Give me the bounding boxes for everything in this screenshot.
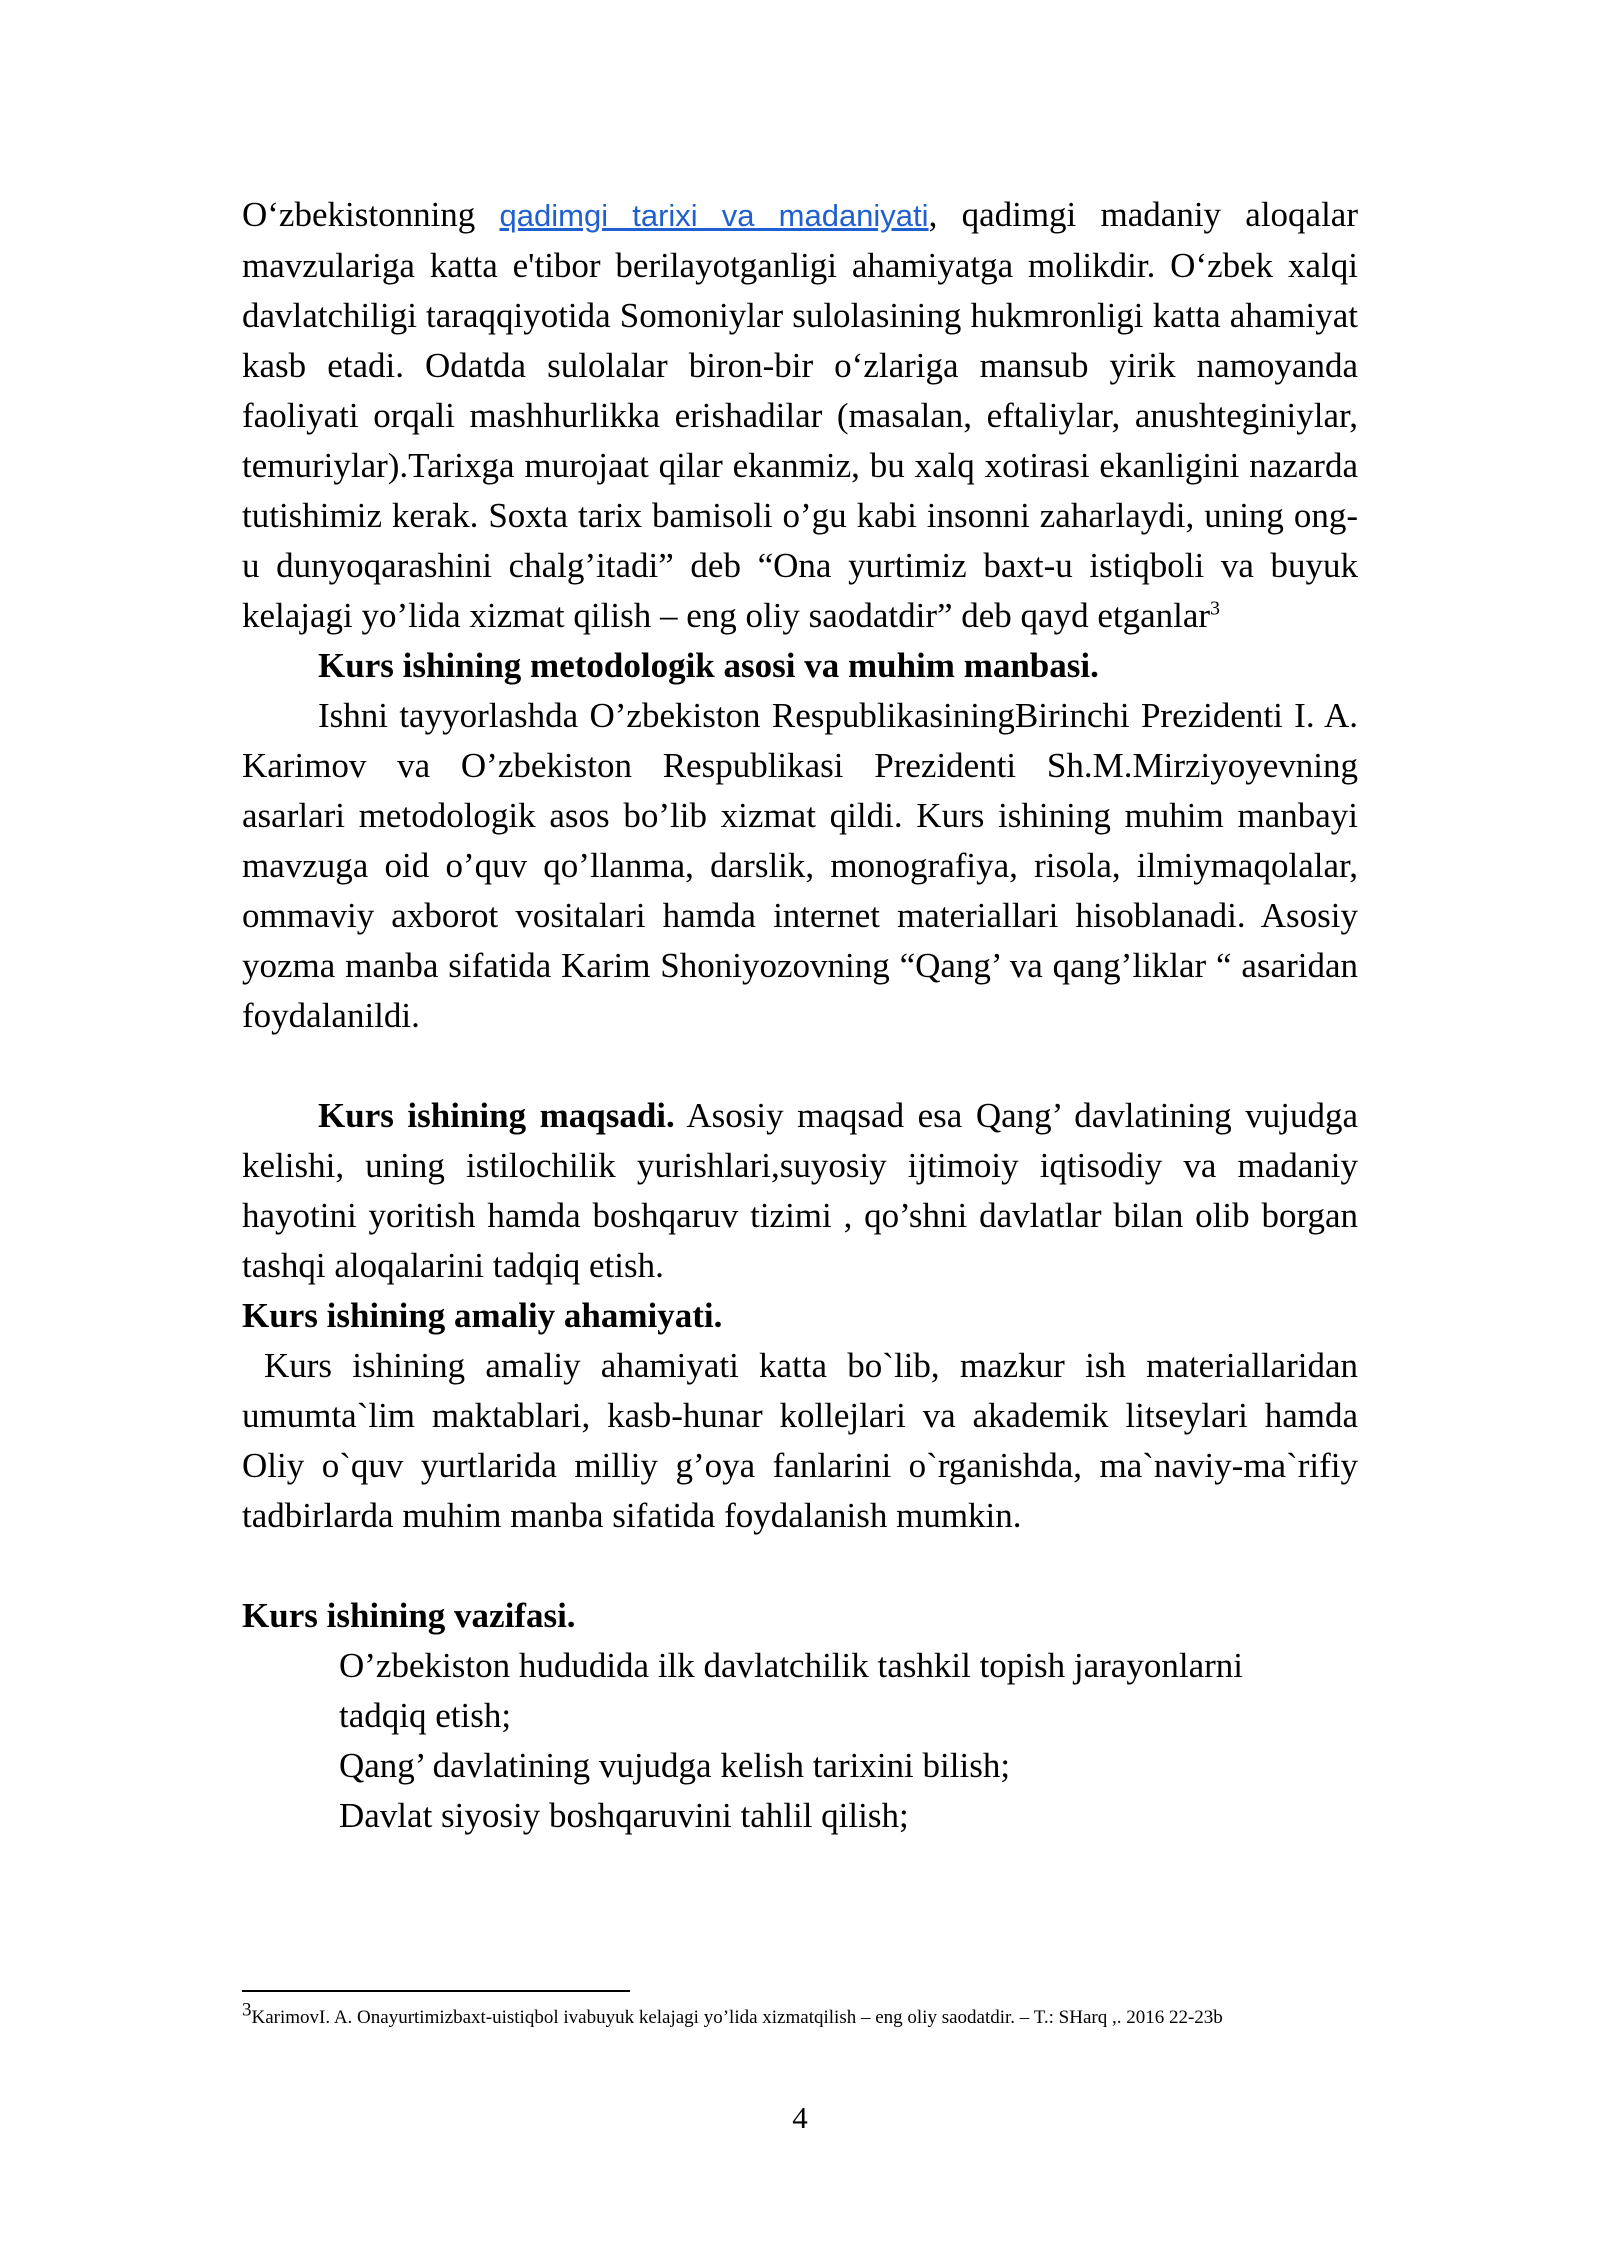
practical-heading: Kurs ishining amaliy ahamiyati. bbox=[242, 1296, 723, 1335]
practical-paragraph: Kurs ishining amaliy ahamiyati katta bo`lib, mazkur ish materiallaridan umumta`lim maktablari, kasb-hunar kollejlari va akademik litseylari hamda Oliy o`quv yurtlarida milliy g’oya fanlarini o`rganishda, ma`naviy-ma`rifiy tadbirlarda muhim manba sifatida foydalanish mumkin. bbox=[242, 1346, 1358, 1535]
intro-paragraph bbox=[242, 190, 1358, 641]
footnote-mark: 3 bbox=[242, 1999, 252, 2021]
tasks-list bbox=[242, 1641, 1358, 1841]
spacer bbox=[242, 1541, 1358, 1591]
intro-lead: O‘zbekistonning bbox=[242, 195, 500, 234]
list-item: O’zbekiston hududida ilk davlatchilik tashkil topish jarayonlarni tadqiq etish; bbox=[339, 1646, 1243, 1735]
footnote bbox=[242, 1999, 1358, 2032]
list-item: Davlat siyosiy boshqaruvini tahlil qilish; bbox=[339, 1796, 909, 1835]
goal-paragraph bbox=[242, 1091, 1358, 1291]
page-body bbox=[242, 190, 1358, 1841]
footnote-separator bbox=[242, 1990, 630, 1992]
intro-text: , qadimgi madaniy aloqalar mavzulariga katta e'tibor berilayotganligi ahamiyatga molikdir. O‘zbek xalqi davlatchiligi taraqqiyotida Somoniylar sulolasining hukmronligi katta ahamiyat kasb etadi. Odatda sulolalar biron-bir o‘zlariga mansub yirik namoyanda faoliyati orqali mashhurlikka erishadilar (masalan, eftaliylar, anushteginiylar, temuriylar).Tarixga murojaat qilar ekanmiz, bu xalq xotirasi ekanligini nazarda tutishimiz kerak. Soxta tarix bamisoli o’gu kabi insonni zaharlaydi, uning ong-u dunyoqarashini chalg’itadi” deb “Ona yurtimiz baxt-u istiqboli va buyuk kelajagi yo’lida xizmat qilish – eng oliy saodatdir” deb qayd etganlar bbox=[242, 195, 1358, 635]
footnote-text: KarimovI. A. Onayurtimizbaxt-uistiqbol ivabuyuk kelajagi yo’lida xizmatqilish – eng oliy saodatdir. – T.: SHarq ,. 2016 22-23b bbox=[251, 2007, 1223, 2028]
list-item: Qang’ davlatining vujudga kelish tarixini bilish; bbox=[339, 1746, 1011, 1785]
page-number: 4 bbox=[792, 2100, 808, 2135]
methodology-heading: Kurs ishining metodologik asosi va muhim manbasi. bbox=[318, 646, 1099, 685]
spacer bbox=[242, 1041, 1358, 1091]
methodology-paragraph: Ishni tayyorlashda O’zbekiston RespublikasiningBirinchi Prezidenti I. A. Karimov va O’zbekiston Respublikasi Prezidenti Sh.M.Mirziyoyevning asarlari metodologik asos bo’lib xizmat qildi. Kurs ishining muhim manbayi mavzuga oid o’quv qo’llanma, darslik, monografiya, risola, ilmiymaqolalar, ommaviy axborot vositalari hamda internet materiallari hisoblanadi. Asosiy yozma manba sifatida Karim Shoniyozovning “Qang’ va qang’liklar “ asaridan foydalanildi. bbox=[242, 696, 1358, 1035]
history-link[interactable]: qadimgi tarixi va madaniyati bbox=[499, 198, 929, 233]
goal-text: Asosiy maqsad esa Qang’ davlatining vujudga kelishi, uning istilochilik yurishlari,suyosiy ijtimoiy iqtisodiy va madaniy hayotini yoritish hamda boshqaruv tizimi , qo’shni davlatlar bilan olib borgan tashqi aloqalarini tadqiq etish. bbox=[242, 1096, 1358, 1285]
goal-heading: Kurs ishining maqsadi. bbox=[318, 1096, 675, 1135]
footnote-reference[interactable]: 3 bbox=[1210, 597, 1221, 620]
tasks-heading: Kurs ishining vazifasi. bbox=[242, 1596, 576, 1635]
